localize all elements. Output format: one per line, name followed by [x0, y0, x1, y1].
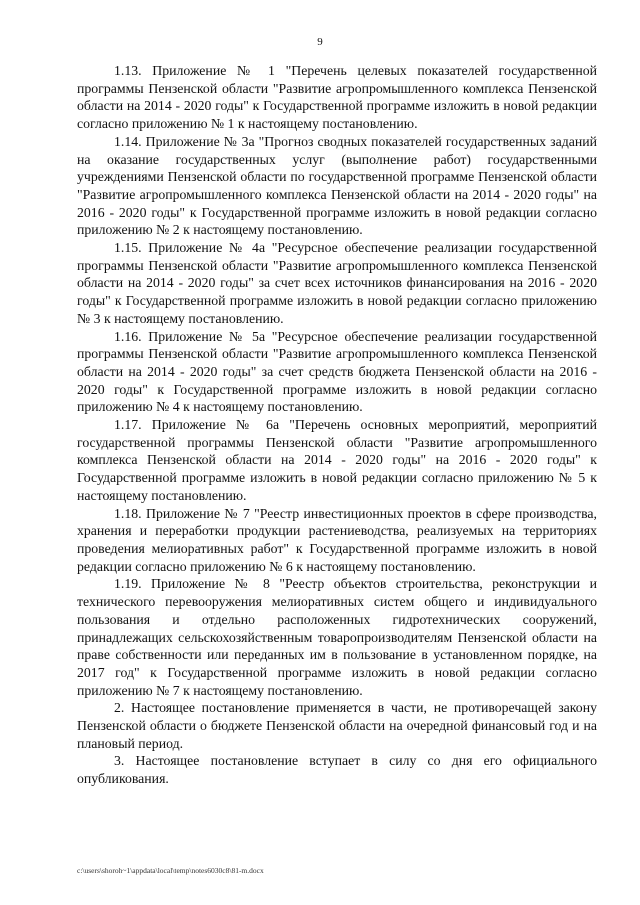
document-body — [77, 62, 597, 788]
paragraph-1-17: 1.17. Приложение № 6а "Перечень основных мероприятий, мероприятий государственной программы Пензенской области "Развитие агропромышленного комплекса Пензенской области на 2014 - 2020 годы" на 2016 - 2020 годы" к Государственной программе изложить в новой редакции согласно приложению № 5 к настоящему постановлению. — [77, 417, 597, 503]
paragraph-1-16: 1.16. Приложение № 5а "Ресурсное обеспечение реализации государственной программы Пензенской области "Развитие агропромышленного комплекса Пензенской области на 2014 - 2020 годы" за счет средств бюджета Пензенской области на 2016 - 2020 годы" к Государственной программе изложить в новой редакции согласно приложению № 4 к настоящему постановлению. — [77, 328, 597, 415]
file-path-footer: c:\users\shoroh~1\appdata\local\temp\notes6030c8\81-m.docx — [77, 866, 264, 875]
paragraph-1-18: 1.18. Приложение № 7 "Реестр инвестиционных проектов в сфере производства, хранения и переработки продукции растениеводства, реализуемых на территориях проведения мелиоративных работ" к Государственной программе изложить в новой редакции согласно приложению № 6 к настоящему постановлению. — [77, 505, 597, 574]
paragraph-1-15: 1.15. Приложение № 4а "Ресурсное обеспечение реализации государственной программы Пензенской области "Развитие агропромышленного комплекса Пензенской области на 2014 - 2020 годы" за счет всех источников финансирования на 2016 - 2020 годы" к Государственной программе изложить в новой редакции согласно приложению № 3 к настоящему постановлению. — [77, 240, 597, 326]
paragraph-2: 2. Настоящее постановление применяется в части, не противоречащей закону Пензенской области о бюджете Пензенской области на очередной финансовый год и на плановый период. — [77, 700, 597, 751]
paragraph-3: 3. Настоящее постановление вступает в силу со дня его официального опубликования. — [77, 753, 597, 787]
paragraph-1-19: 1.19. Приложение № 8 "Реестр объектов строительства, реконструкции и технического перевооружения мелиоративных систем общего и индивидуального пользования и отдельно расположенных гидротехнических сооружений, принадлежащих сельскохозяйственным товаропроизводителям Пензенской области на праве собственности или переданных им в пользование в установленном порядке, на 2017 год" к Государственной программе изложить в новой редакции согласно приложению № 7 к настоящему постановлению. — [77, 576, 597, 698]
page-number: 9 — [317, 36, 323, 48]
paragraph-1-13: 1.13. Приложение № 1 "Перечень целевых показателей государственной программы Пензенской области "Развитие агропромышленного комплекса Пензенской области на 2014 - 2020 годы" к Государственной программе изложить в новой редакции согласно приложению № 1 к настоящему постановлению. — [77, 63, 597, 132]
paragraph-1-14: 1.14. Приложение № 3а "Прогноз сводных показателей государственных заданий на оказание государственных услуг (выполнение работ) государственными учреждениями Пензенской области по государственной программе Пензенской области "Развитие агропромышленного комплекса Пензенской области на 2014 - 2020 годы" на 2016 - 2020 годы" к Государственной программе изложить в новой редакции согласно приложению № 2 к настоящему постановлению. — [77, 133, 597, 238]
